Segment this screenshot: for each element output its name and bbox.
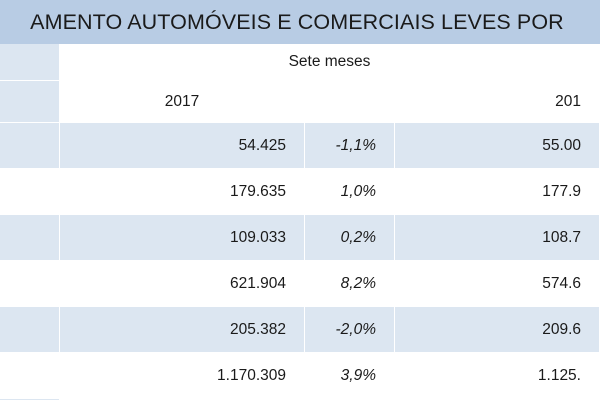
row-value-2017: 621.904 (60, 261, 305, 307)
row-value-2018: 108.7 (395, 215, 600, 261)
header-blank-cell (0, 81, 60, 123)
header-variation (305, 81, 395, 123)
row-label (0, 215, 60, 261)
page-title: AMENTO AUTOMÓVEIS E COMERCIAIS LEVES POR (30, 9, 564, 34)
data-table (0, 44, 600, 400)
row-label (0, 261, 60, 307)
table-row (0, 215, 600, 261)
table-row (0, 307, 600, 353)
row-value-2018: 177.9 (395, 169, 600, 215)
header-period-cell: Sete meses (60, 44, 600, 81)
row-variation: 1,0% (305, 169, 395, 215)
row-value-2018: 55.00 (395, 123, 600, 169)
table-header-row-years (0, 81, 600, 123)
table-header-row-period (0, 44, 600, 81)
row-label (0, 353, 60, 399)
header-year-previous: 201 (395, 81, 600, 123)
row-variation: 3,9% (305, 353, 395, 399)
row-value-2018: 1.125. (395, 353, 600, 399)
row-variation: 0,2% (305, 215, 395, 261)
table-row (0, 353, 600, 399)
row-value-2018: 209.6 (395, 307, 600, 353)
table-row (0, 169, 600, 215)
row-label (0, 169, 60, 215)
table-title-bar (0, 0, 600, 44)
row-value-2017: 1.170.309 (60, 353, 305, 399)
row-variation: -1,1% (305, 123, 395, 169)
header-corner-cell (0, 44, 60, 81)
table-row (0, 261, 600, 307)
row-value-2018: 574.6 (395, 261, 600, 307)
header-year-current: 2017 (60, 81, 305, 123)
row-value-2017: 54.425 (60, 123, 305, 169)
row-value-2017: 109.033 (60, 215, 305, 261)
row-variation: -2,0% (305, 307, 395, 353)
row-value-2017: 179.635 (60, 169, 305, 215)
row-label (0, 307, 60, 353)
row-label (0, 123, 60, 169)
table-row (0, 123, 600, 169)
row-value-2017: 205.382 (60, 307, 305, 353)
row-variation: 8,2% (305, 261, 395, 307)
